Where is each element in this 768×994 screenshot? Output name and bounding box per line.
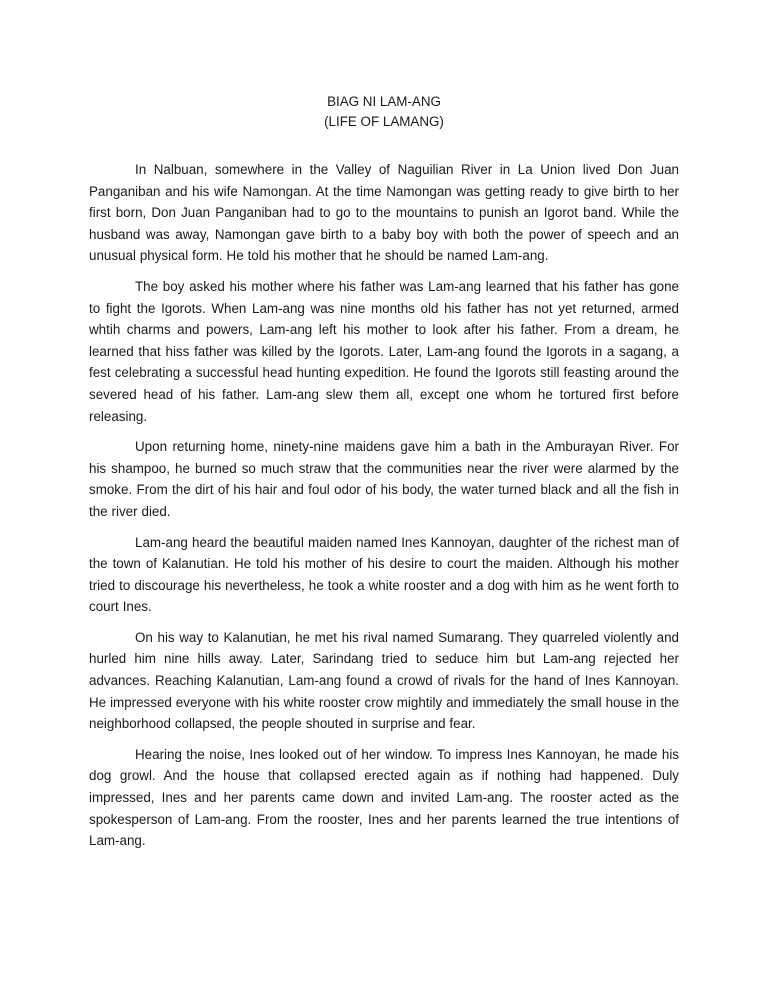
- title-block: [0, 92, 768, 132]
- paragraph-river-bath: Upon returning home, ninety-nine maidens gave him a bath in the Amburayan River. For his shampoo, he burned so much straw that the communities near the river were alarmed by the smoke. From the dirt of his hair and foul odor of his body, the water turned black and all the fish in the river died.: [89, 439, 679, 519]
- page-subtitle: (LIFE OF LAMANG): [324, 114, 444, 129]
- paragraph-ines-impressed: Hearing the noise, Ines looked out of her window. To impress Ines Kannoyan, he made his dog growl. And the house that collapsed erected again as if nothing had happened. Duly impressed, Ines and her parents came down and invited Lam-ang. The rooster acted as the spokesperson of Lam-ang. From the rooster, Ines and her parents learned the true intentions of Lam-ang.: [89, 746, 679, 849]
- paragraph-journey: On his way to Kalanutian, he met his rival named Sumarang. They quarreled violently and hurled him nine hills away. Later, Sarindang tried to seduce him but Lam-ang rejected her advances. Reaching Kalanutian, Lam-ang found a crowd of rivals for the hand of Ines Kannoyan. He impressed everyone with his white rooster crow mightily and immediately the small house in the neighborhood collapsed, the people shouted in surprise and fear.: [89, 629, 679, 732]
- paragraph-courtship-plan: Lam-ang heard the beautiful maiden named Ines Kannoyan, daughter of the richest man of the town of Kalanutian. He told his mother of his desire to court the maiden. Although his mother tried to discourage his nevertheless, he took a white rooster and a dog with him as he went forth to court Ines.: [89, 534, 679, 615]
- document-body: [89, 159, 679, 861]
- paragraph-father-search: The boy asked his mother where his father was Lam-ang learned that his father has gone to fight the Igorots. When Lam-ang was nine months old his father has not yet returned, armed whtih charms and powers, Lam-ang left his mother to look after his father. From a dream, he learned that hiss father was killed by the Igorots. Later, Lam-ang found the Igorots in a sagang, a fest celebrating a successful head hunting expedition. He found the Igorots still feasting around the severed head of his father. Lam-ang slew them all, except one whom he tortured first before releasing.: [89, 278, 679, 424]
- page-title: BIAG NI LAM-ANG: [327, 94, 441, 109]
- paragraph-birth: In Nalbuan, somewhere in the Valley of Naguilian River in La Union lived Don Juan Panganiban and his wife Namongan. At the time Namongan was getting ready to give birth to her first born, Don Juan Panganiban had to go to the mountains to punish an Igorot band. While the husband was away, Namongan gave birth to a baby boy with both the power of speech and an unusual physical form. He told his mother that he should be named Lam-ang.: [89, 162, 679, 264]
